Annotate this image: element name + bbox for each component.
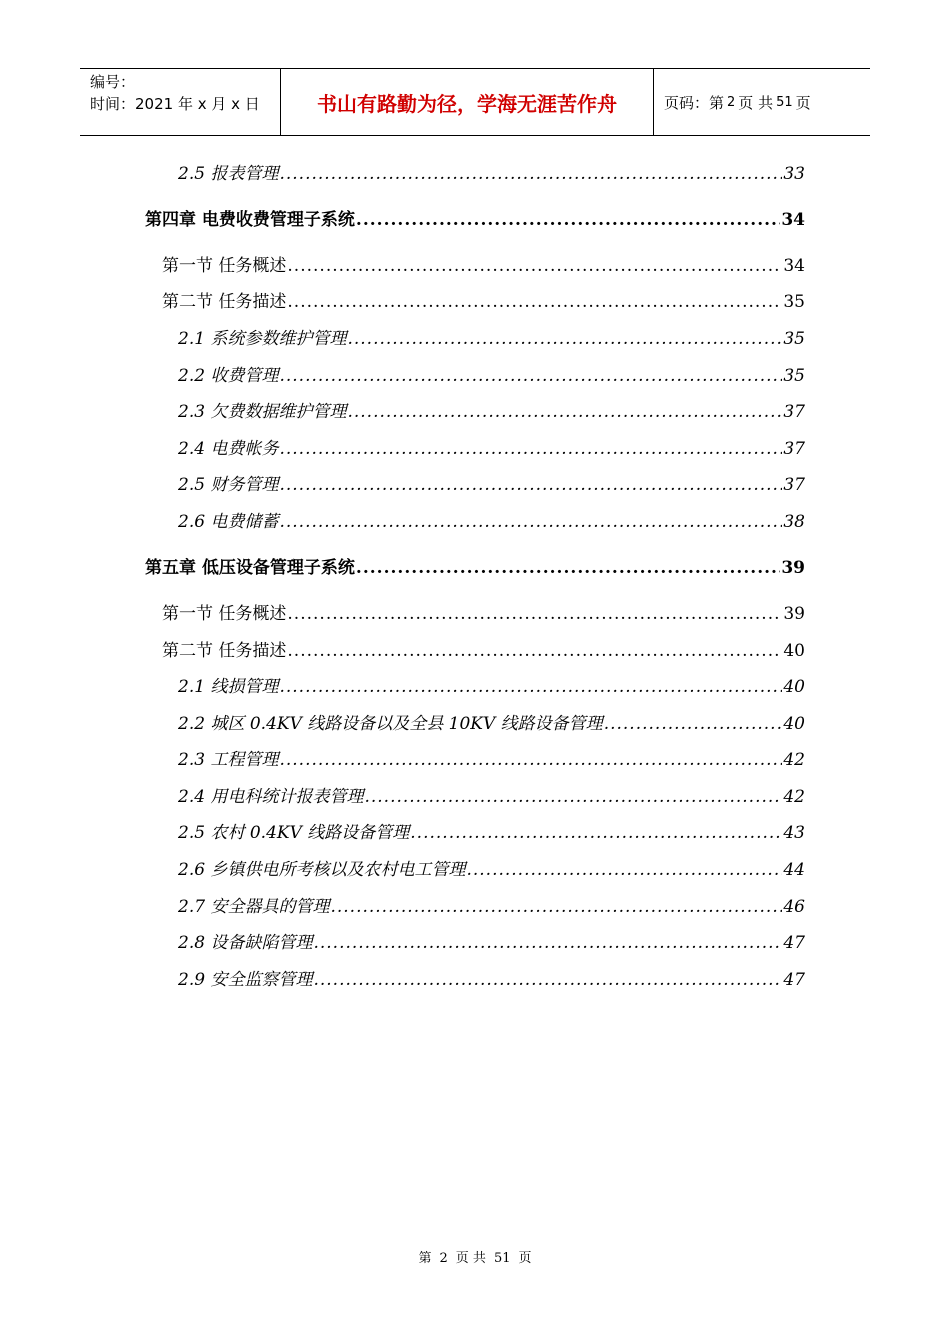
time-label: 时间：2021 年 x 月 x 日 [90, 95, 260, 113]
toc-entry-title: 2.2 城区 0.4KV 线路设备以及全县 10KV 线路设备管理 [178, 714, 603, 734]
toc-leader [279, 677, 782, 697]
toc-entry-title: 2.2 收费管理 [178, 366, 279, 386]
toc-section[interactable] [162, 251, 805, 275]
toc-entry-page: 44 [783, 860, 805, 880]
toc-entry-title: 第二节 任务描述 [162, 641, 287, 661]
number-label: 编号： [90, 73, 136, 91]
toc-entry-page: 42 [783, 787, 805, 807]
toc-entry-page: 47 [783, 970, 805, 990]
toc-entry-title: 2.5 农村 0.4KV 线路设备管理 [178, 823, 410, 843]
toc-leader [279, 512, 782, 532]
toc-entry[interactable] [178, 159, 805, 183]
toc-leader [279, 750, 782, 770]
toc-entry-title: 2.5 财务管理 [178, 475, 279, 495]
footer-prefix: 第 [418, 1251, 432, 1266]
toc-leader [279, 164, 782, 184]
toc-entry-title: 2.4 电费帐务 [178, 439, 279, 459]
toc-leader [279, 366, 782, 386]
toc-entry-title: 2.1 线损管理 [178, 677, 279, 697]
toc-entry-page: 37 [783, 475, 805, 495]
toc-entry-title: 第四章 电费收费管理子系统 [145, 210, 355, 230]
footer-page-number: 2 [439, 1251, 448, 1266]
toc-entry-page: 42 [783, 750, 805, 770]
toc-leader [287, 641, 782, 661]
toc-entry-page: 43 [783, 823, 805, 843]
toc-leader [347, 329, 782, 349]
header-page-suffix: 页 [795, 93, 811, 112]
header-meta [80, 69, 281, 135]
toc-leader [604, 714, 783, 734]
page-header [80, 68, 870, 136]
toc-leader [313, 933, 782, 953]
toc-entry[interactable] [178, 470, 805, 494]
header-page-number: 2 [727, 94, 736, 110]
toc-entry-page: 38 [783, 512, 805, 532]
toc-entry-title: 2.7 安全器具的管理 [178, 897, 330, 917]
toc-entry[interactable] [178, 434, 805, 458]
toc-entry-page: 47 [783, 933, 805, 953]
toc-entry[interactable] [178, 965, 805, 989]
toc-entry[interactable] [178, 818, 805, 842]
toc-entry-title: 2.3 欠费数据维护管理 [178, 402, 347, 422]
toc-entry-title: 2.6 电费储蓄 [178, 512, 279, 532]
toc-entry[interactable] [178, 855, 805, 879]
toc-leader [313, 970, 782, 990]
toc-leader [287, 604, 782, 624]
toc-entry-title: 第五章 低压设备管理子系统 [145, 558, 355, 578]
header-page-mid: 页 共 [738, 93, 774, 112]
toc-entry-page: 39 [783, 604, 805, 624]
toc-chapter[interactable] [145, 205, 805, 229]
toc-entry[interactable] [178, 745, 805, 769]
toc-entry[interactable] [178, 361, 805, 385]
toc-entry-page: 35 [783, 366, 805, 386]
toc-leader [364, 787, 782, 807]
header-page-info [654, 69, 870, 135]
toc-entry[interactable] [178, 397, 805, 421]
toc-entry-title: 2.5 报表管理 [178, 164, 279, 184]
toc-section[interactable] [162, 287, 805, 311]
toc-entry-page: 40 [783, 641, 805, 661]
toc-entry-title: 第二节 任务描述 [162, 292, 287, 312]
toc-entry-page: 35 [783, 329, 805, 349]
toc-entry-title: 2.4 用电科统计报表管理 [178, 787, 364, 807]
toc-leader [466, 860, 782, 880]
toc-entry-page: 46 [783, 897, 805, 917]
toc-entry-page: 40 [783, 714, 805, 734]
toc-leader [279, 475, 782, 495]
toc-leader [356, 210, 780, 230]
toc-entry-title: 2.1 系统参数维护管理 [178, 329, 347, 349]
toc-leader [330, 897, 782, 917]
toc-entry-title: 第一节 任务概述 [162, 256, 287, 276]
toc-entry-page: 39 [781, 558, 805, 578]
toc-entry-page: 37 [783, 439, 805, 459]
toc-entry-page: 40 [783, 677, 805, 697]
toc-entry[interactable] [178, 892, 805, 916]
toc-leader [279, 439, 782, 459]
footer-suffix: 页 [518, 1251, 532, 1266]
toc-leader [287, 292, 782, 312]
toc-entry-title: 2.8 设备缺陷管理 [178, 933, 313, 953]
header-page-total: 51 [776, 94, 793, 110]
toc-entry-page: 34 [781, 210, 805, 230]
toc-entry[interactable] [178, 672, 805, 696]
toc-entry-title: 2.6 乡镇供电所考核以及农村电工管理 [178, 860, 466, 880]
page-footer [0, 1247, 950, 1266]
toc-chapter[interactable] [145, 553, 805, 577]
toc-entry[interactable] [178, 324, 805, 348]
toc-leader [347, 402, 782, 422]
toc-leader [287, 256, 782, 276]
footer-page-total: 51 [493, 1251, 511, 1266]
toc-leader [410, 823, 782, 843]
header-page-prefix: 页码：第 [664, 93, 725, 112]
header-motto: 书山有路勤为径，学海无涯苦作舟 [281, 69, 654, 135]
toc-entry-title: 2.9 安全监察管理 [178, 970, 313, 990]
toc-entry[interactable] [178, 709, 805, 733]
toc-entry[interactable] [178, 782, 805, 806]
toc-entry[interactable] [178, 928, 805, 952]
toc-entry-page: 37 [783, 402, 805, 422]
toc-entry-page: 34 [783, 256, 805, 276]
toc-entry-page: 35 [783, 292, 805, 312]
toc-entry-title: 第一节 任务概述 [162, 604, 287, 624]
toc-section[interactable] [162, 599, 805, 623]
toc-entry-page: 33 [783, 164, 805, 184]
toc-entry-title: 2.3 工程管理 [178, 750, 279, 770]
toc-entry[interactable] [178, 507, 805, 531]
footer-mid: 页 共 [455, 1251, 486, 1266]
toc-section[interactable] [162, 636, 805, 660]
toc-leader [356, 558, 780, 578]
